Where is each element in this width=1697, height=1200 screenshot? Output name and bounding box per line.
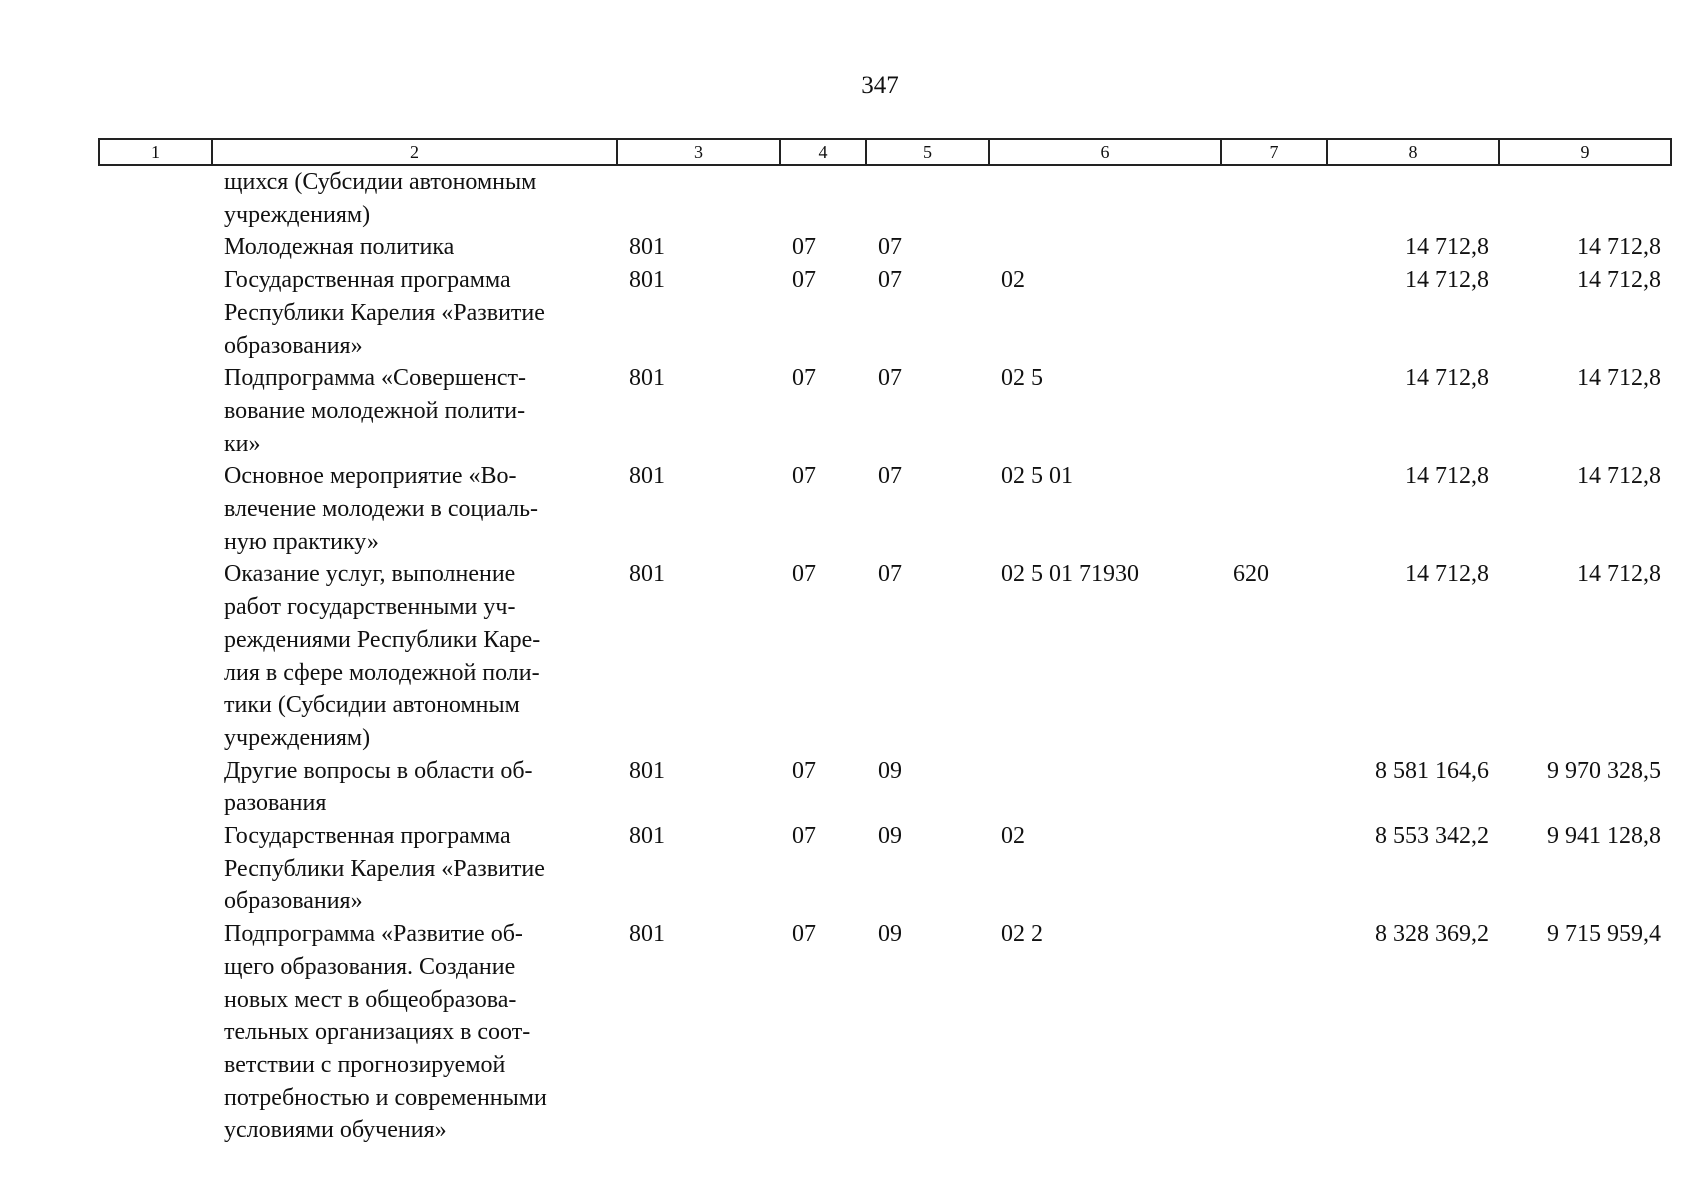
expense-type-cell: [1221, 918, 1327, 1147]
target-article-cell: 02: [1001, 823, 1025, 850]
item-name-line: Молодежная политика: [224, 234, 455, 261]
table-row: [99, 362, 1671, 460]
column-header-7: 7: [1221, 139, 1327, 165]
item-name-cell: [212, 558, 617, 754]
column-header-9: 9: [1499, 139, 1671, 165]
table-row: [99, 558, 1671, 754]
department-code-cell: 801: [629, 267, 665, 294]
item-name-line: потребностью и современными: [224, 1084, 547, 1111]
section-code-cell: 07: [792, 463, 816, 490]
item-name-cell: [212, 231, 617, 264]
item-name-line: Государственная программа: [224, 267, 511, 294]
target-article-cell: 02 5 01: [1001, 463, 1073, 490]
section-code-cell: [780, 165, 866, 231]
column-header-2: 2: [212, 139, 617, 165]
page-number: 347: [861, 72, 899, 99]
amount-year-1-cell: 14 712,8: [1405, 267, 1489, 294]
expense-type-cell: 620: [1233, 561, 1269, 588]
row-number-cell: [99, 362, 212, 460]
row-number-cell: [99, 231, 212, 264]
amount-year-2-cell: 14 712,8: [1577, 463, 1661, 490]
table-row: [99, 460, 1671, 558]
target-article-cell: [989, 755, 1221, 820]
row-number-cell: [99, 264, 212, 362]
row-number-cell: [99, 558, 212, 754]
section-code-cell: 07: [792, 757, 816, 784]
expense-type-cell: [1221, 264, 1327, 362]
section-code-cell: 07: [792, 823, 816, 850]
item-name-line: ки»: [224, 430, 261, 457]
item-name-line: ную практику»: [224, 528, 379, 555]
row-number-cell: [99, 165, 212, 231]
subsection-code-cell: 09: [878, 823, 902, 850]
table-row: [99, 231, 1671, 264]
item-name-line: тельных организациях в соот-: [224, 1019, 531, 1046]
target-article-cell: [989, 231, 1221, 264]
expense-type-cell: [1221, 460, 1327, 558]
column-header-5: 5: [866, 139, 989, 165]
column-header-6: 6: [989, 139, 1221, 165]
subsection-code-cell: 09: [878, 757, 902, 784]
item-name-line: ветствии с прогнозируемой: [224, 1051, 506, 1078]
item-name-line: образования»: [224, 332, 363, 359]
item-name-line: щихся (Субсидии автономным: [224, 169, 537, 195]
department-code-cell: 801: [629, 561, 665, 588]
amount-year-2-cell: 9 941 128,8: [1547, 823, 1661, 850]
item-name-cell: [212, 460, 617, 558]
subsection-code-cell: 07: [878, 561, 902, 588]
item-name-line: Государственная программа: [224, 823, 511, 850]
amount-year-1-cell: 14 712,8: [1405, 365, 1489, 392]
row-number-cell: [99, 460, 212, 558]
section-code-cell: 07: [792, 234, 816, 261]
item-name-line: условиями обучения»: [224, 1117, 447, 1144]
target-article-cell: 02 2: [1001, 921, 1043, 948]
item-name-line: работ государственными уч-: [224, 594, 516, 621]
subsection-code-cell: 09: [878, 921, 902, 948]
column-header-4: 4: [780, 139, 866, 165]
item-name-line: разования: [224, 790, 327, 817]
amount-year-2-cell: 14 712,8: [1577, 267, 1661, 294]
section-code-cell: 07: [792, 921, 816, 948]
item-name-cell: [212, 820, 617, 918]
item-name-cell: [212, 264, 617, 362]
table-row: [99, 755, 1671, 820]
item-name-line: учреждениям): [224, 724, 371, 751]
amount-year-2-cell: 14 712,8: [1577, 234, 1661, 261]
amount-year-1-cell: 14 712,8: [1405, 561, 1489, 588]
item-name-line: тики (Субсидии автономным: [224, 692, 520, 719]
item-name-line: Другие вопросы в области об-: [224, 757, 533, 784]
item-name-line: Подпрограмма «Развитие об-: [224, 921, 523, 948]
amount-year-1-cell: 14 712,8: [1405, 463, 1489, 490]
item-name-line: Подпрограмма «Совершенст-: [224, 365, 527, 392]
expense-type-cell: [1221, 231, 1327, 264]
column-number-header-row: [99, 139, 1671, 165]
table-row: [99, 918, 1671, 1147]
item-name-line: учреждениям): [224, 201, 371, 228]
section-code-cell: 07: [792, 365, 816, 392]
expense-type-cell: [1221, 362, 1327, 460]
target-article-cell: [989, 165, 1221, 231]
subsection-code-cell: 07: [878, 267, 902, 294]
subsection-code-cell: 07: [878, 234, 902, 261]
item-name-line: вование молодежной полити-: [224, 397, 526, 424]
budget-table: [98, 138, 1672, 1147]
table-row: [99, 165, 1671, 231]
table-body: [99, 165, 1671, 1147]
department-code-cell: 801: [629, 757, 665, 784]
item-name-line: образования»: [224, 888, 363, 915]
amount-year-2-cell: 9 970 328,5: [1547, 757, 1661, 784]
section-code-cell: 07: [792, 561, 816, 588]
item-name-line: щего образования. Создание: [224, 953, 516, 980]
department-code-cell: 801: [629, 823, 665, 850]
table-row: [99, 264, 1671, 362]
department-code-cell: 801: [629, 234, 665, 261]
item-name-cell: [212, 165, 617, 231]
expense-type-cell: [1221, 755, 1327, 820]
amount-year-2-cell: 14 712,8: [1577, 365, 1661, 392]
expense-type-cell: [1221, 820, 1327, 918]
column-header-3: 3: [617, 139, 780, 165]
target-article-cell: 02: [1001, 267, 1025, 294]
item-name-line: Основное мероприятие «Во-: [224, 463, 517, 490]
amount-year-2-cell: 14 712,8: [1577, 561, 1661, 588]
table-row: [99, 820, 1671, 918]
department-code-cell: 801: [629, 921, 665, 948]
section-code-cell: 07: [792, 267, 816, 294]
amount-year-2-cell: 9 715 959,4: [1547, 921, 1661, 948]
subsection-code-cell: 07: [878, 463, 902, 490]
column-header-1: 1: [99, 139, 212, 165]
subsection-code-cell: 07: [878, 365, 902, 392]
column-header-8: 8: [1327, 139, 1499, 165]
expense-type-cell: [1221, 165, 1327, 231]
target-article-cell: 02 5: [1001, 365, 1043, 392]
item-name-cell: [212, 362, 617, 460]
department-code-cell: 801: [629, 365, 665, 392]
amount-year-1-cell: 8 553 342,2: [1375, 823, 1489, 850]
department-code-cell: 801: [629, 463, 665, 490]
target-article-cell: 02 5 01 71930: [1001, 561, 1139, 588]
item-name-line: Оказание услуг, выполнение: [224, 561, 516, 588]
amount-year-1-cell: [1327, 165, 1499, 231]
item-name-cell: [212, 755, 617, 820]
amount-year-1-cell: 8 328 369,2: [1375, 921, 1489, 948]
subsection-code-cell: [866, 165, 989, 231]
item-name-line: новых мест в общеобразова-: [224, 986, 517, 1013]
item-name-line: влечение молодежи в социаль-: [224, 496, 539, 523]
amount-year-2-cell: [1499, 165, 1671, 231]
amount-year-1-cell: 14 712,8: [1405, 234, 1489, 261]
row-number-cell: [99, 755, 212, 820]
amount-year-1-cell: 8 581 164,6: [1375, 757, 1489, 784]
row-number-cell: [99, 918, 212, 1147]
item-name-line: Республики Карелия «Развитие: [224, 855, 545, 882]
item-name-line: Республики Карелия «Развитие: [224, 299, 545, 326]
row-number-cell: [99, 820, 212, 918]
item-name-cell: [212, 918, 617, 1147]
item-name-line: реждениями Республики Каре-: [224, 626, 541, 653]
department-code-cell: [617, 165, 780, 231]
item-name-line: лия в сфере молодежной поли-: [224, 659, 540, 686]
